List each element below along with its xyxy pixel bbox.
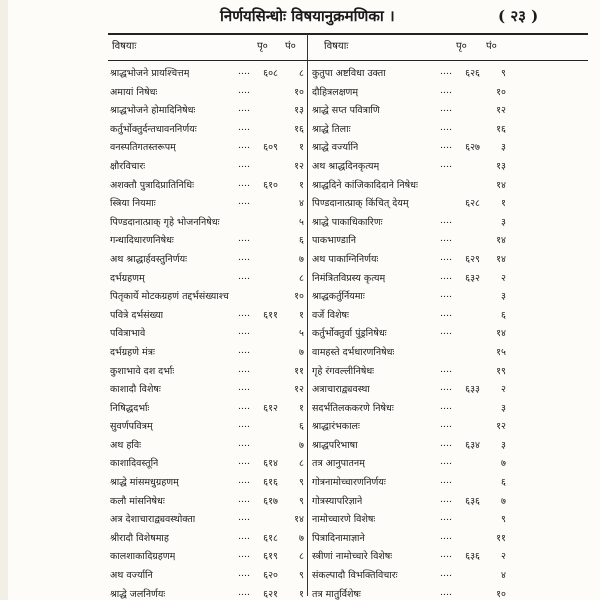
leader-dots: ....	[238, 103, 251, 115]
entry-text: पिण्डदानात्प्राक् किंचित् देयम्	[312, 198, 409, 210]
leader-dots: ....	[238, 419, 251, 431]
index-entry	[312, 417, 508, 436]
entry-line: १०	[294, 86, 304, 98]
entry-text: श्राद्धपरिभाषा	[312, 439, 358, 451]
index-entry	[110, 120, 306, 139]
entry-text: निषिद्धदर्भाः	[110, 402, 150, 414]
entry-line: ८	[299, 272, 304, 284]
entry-page: ६११	[263, 309, 278, 321]
leader-dots: ....	[440, 121, 453, 133]
index-entry	[312, 343, 508, 362]
leader-dots: ....	[238, 326, 251, 338]
entry-text: कर्तुर्भोक्तुर्वा पुंड्रनिषेधः	[312, 328, 387, 340]
entry-text: अशक्तौ पुत्रादिप्रातिनिधिः	[110, 179, 195, 191]
entry-text: काशादिवस्तूनि	[110, 458, 159, 470]
entry-line: १४	[496, 179, 506, 191]
entry-page: ६३६	[465, 551, 480, 563]
leader-dots: ....	[238, 121, 251, 133]
entry-line: ८	[299, 551, 304, 563]
index-entry	[312, 324, 508, 343]
entry-line: १४	[496, 235, 506, 247]
entry-page: ६१८	[263, 532, 278, 544]
entry-text: सदर्भतिलककरणे निषेधः	[312, 402, 394, 414]
index-entry	[312, 510, 508, 529]
index-entry	[110, 250, 306, 269]
entry-text: तत्र मातुर्विशेषः	[312, 588, 361, 600]
entry-line: ६	[299, 235, 304, 247]
entry-line: ९	[299, 570, 304, 582]
index-entry	[110, 157, 306, 176]
leader-dots: ....	[440, 400, 453, 412]
leader-dots: ....	[440, 251, 453, 263]
leader-dots: ....	[238, 251, 251, 263]
right-subject-heading: विषयाः	[324, 41, 349, 52]
entry-line: ३	[501, 216, 506, 228]
page-title: निर्णयसिन्धोः विषयानुक्रमणिका ।	[220, 7, 395, 25]
right-page-heading: पृ०	[456, 41, 467, 52]
leader-dots: ....	[238, 475, 251, 487]
entry-page: ६०९	[263, 142, 278, 154]
entry-text: स्त्रिया नियमाः	[110, 198, 156, 210]
entry-text: अथ हविः	[110, 439, 142, 451]
index-entry	[312, 231, 508, 250]
leader-dots: ....	[238, 196, 251, 208]
entry-text: गृहे रंगवल्लीनिषेधः	[312, 365, 375, 377]
index-entry	[110, 269, 306, 288]
index-entry	[312, 138, 508, 157]
entry-line: ५	[299, 216, 304, 228]
leader-dots: ....	[238, 363, 251, 375]
entry-page: ६१९	[263, 551, 278, 563]
index-entry	[110, 176, 306, 195]
index-entry	[312, 399, 508, 418]
entry-text: गोत्रस्यापरिज्ञाने	[312, 495, 363, 507]
entry-text: पाकभाण्डानि	[312, 235, 357, 247]
entry-page: ६२७	[465, 142, 480, 154]
entry-page: ६३२	[465, 272, 480, 284]
index-entry	[110, 454, 306, 473]
entry-text: कालशाकादिग्रहणम्	[110, 551, 176, 563]
index-entry	[312, 306, 508, 325]
leader-dots: ....	[440, 586, 453, 598]
index-entry	[110, 287, 306, 306]
index-entry	[312, 380, 508, 399]
entry-line: ४	[501, 570, 506, 582]
index-entry	[312, 566, 508, 585]
entry-line: १०	[294, 291, 304, 303]
index-entry	[312, 473, 508, 492]
leader-dots: ....	[238, 586, 251, 598]
index-entry	[110, 231, 306, 250]
entry-page: ६२६	[465, 68, 480, 79]
index-entry	[110, 101, 306, 120]
entry-line: १२	[496, 421, 506, 433]
entry-text: श्राद्धारंभकालः	[312, 421, 360, 433]
entry-line: १२	[294, 160, 304, 172]
entry-line: १२	[294, 384, 304, 396]
index-entry	[110, 585, 306, 603]
index-entry	[312, 492, 508, 511]
index-entry	[110, 64, 306, 83]
index-entry	[110, 324, 306, 343]
leader-dots: ....	[238, 493, 251, 505]
left-index-column	[110, 64, 306, 603]
entry-text: पिण्डदानात्प्राक् गृहे भोजननिषेधः	[110, 216, 220, 228]
entry-text: दौहित्रलक्षणम्	[312, 86, 359, 98]
index-entry	[110, 399, 306, 418]
leader-dots: ....	[238, 270, 251, 282]
entry-line: १३	[294, 105, 304, 117]
entry-line: १२	[496, 105, 506, 117]
entry-line: १४	[294, 514, 304, 526]
entry-line: २	[501, 551, 506, 563]
column-divider	[307, 34, 308, 596]
leader-dots: ....	[238, 344, 251, 356]
leader-dots: ....	[238, 400, 251, 412]
entry-text: दर्भग्रहणम्	[110, 272, 145, 284]
leader-dots: ....	[238, 233, 251, 245]
left-subject-heading: विषयाः	[112, 41, 137, 52]
entry-line: ६	[501, 477, 506, 489]
entry-line: ११	[496, 532, 506, 544]
entry-line: ५	[299, 328, 304, 340]
leader-dots: ....	[440, 568, 453, 580]
index-entry	[312, 83, 508, 102]
entry-line: ७	[299, 253, 304, 265]
entry-page: ६२८	[465, 198, 480, 210]
entry-line: ८	[299, 458, 304, 470]
entry-page: ६१०	[263, 179, 278, 191]
leader-dots: ....	[238, 568, 251, 580]
entry-text: पितृकार्ये मोटकग्रहणं तद्दर्भसंख्याश्च	[110, 291, 229, 303]
index-entry	[110, 417, 306, 436]
entry-line: १५	[496, 346, 506, 358]
entry-text: पित्रादिनामाज्ञाने	[312, 532, 365, 544]
entry-line: ९	[501, 68, 506, 79]
leader-dots: ....	[238, 437, 251, 449]
index-entry	[312, 250, 508, 269]
leader-dots: ....	[238, 456, 251, 468]
leader-dots: ....	[440, 307, 453, 319]
entry-text: पवित्राभावे	[110, 328, 146, 340]
entry-line: १३	[496, 160, 506, 172]
leader-dots: ....	[440, 326, 453, 338]
entry-text: सुवर्णपवित्रम्	[110, 421, 153, 433]
page-binding-edge	[0, 0, 8, 600]
leader-dots: ....	[440, 382, 453, 394]
index-entry	[312, 269, 508, 288]
index-entry	[312, 547, 508, 566]
entry-text: श्राद्धे जलनिर्णयः	[110, 588, 166, 600]
leader-dots: ....	[440, 66, 453, 77]
entry-page: ६३३	[465, 384, 480, 396]
entry-text: कुतुपा अष्टविधा उक्ता	[312, 68, 386, 79]
entry-text: अथ वर्ज्यानि	[110, 570, 153, 582]
entry-line: ७	[501, 495, 506, 507]
column-header-rule	[108, 60, 588, 61]
entry-line: ७	[299, 532, 304, 544]
entry-line: १	[299, 142, 304, 154]
index-entry	[110, 83, 306, 102]
entry-text: तत्र आनुपातनम्	[312, 458, 365, 470]
entry-text: कर्तुर्भोक्तुर्दन्तधावननिर्णयः	[110, 123, 197, 135]
entry-text: श्राद्धदिने कांजिकादिदाने निषेधः	[312, 179, 418, 191]
entry-line: ९	[299, 477, 304, 489]
entry-line: ७	[501, 458, 506, 470]
entry-line: ३	[501, 291, 506, 303]
entry-line: १	[299, 588, 304, 600]
entry-page: ६३६	[465, 495, 480, 507]
entry-text: श्राद्धे सप्त पवित्राणि	[312, 105, 380, 117]
entry-line: १०	[496, 588, 506, 600]
entry-line: ३	[501, 142, 506, 154]
entry-page: ६२१	[263, 588, 278, 600]
index-entry	[312, 213, 508, 232]
leader-dots: ....	[440, 456, 453, 468]
left-page-heading: पृ०	[257, 41, 268, 52]
entry-text: पवित्रे दर्भसंख्या	[110, 309, 164, 321]
entry-text: श्राद्धभोजने होमादिनिषेधः	[110, 105, 196, 117]
index-entry	[312, 64, 508, 83]
entry-line: २	[501, 384, 506, 396]
index-entry	[110, 213, 306, 232]
entry-page: ६१४	[263, 458, 278, 470]
entry-line: १४	[496, 253, 506, 265]
index-entry	[110, 529, 306, 548]
entry-text: क्षौरविचारः	[110, 160, 146, 172]
index-entry	[110, 547, 306, 566]
entry-line: ४	[299, 198, 304, 210]
right-index-column	[312, 64, 508, 603]
leader-dots: ....	[440, 530, 453, 542]
index-entry	[312, 120, 508, 139]
entry-text: गन्धादिधारणनिषेधः	[110, 235, 174, 247]
leader-dots: ....	[440, 549, 453, 561]
leader-dots: ....	[238, 84, 251, 96]
leader-dots: ....	[238, 66, 251, 77]
leader-dots: ....	[440, 512, 453, 524]
index-entry	[312, 585, 508, 603]
entry-text: श्राद्धभोजने प्रायश्चित्तम्	[110, 68, 190, 79]
entry-line: ६	[501, 309, 506, 321]
leader-dots: ....	[440, 493, 453, 505]
leader-dots: ....	[440, 140, 453, 152]
index-entry	[110, 380, 306, 399]
entry-text: काशादौ विशेषः	[110, 384, 161, 396]
header-rule	[108, 33, 588, 35]
right-line-heading: पं०	[486, 41, 497, 52]
entry-line: १९	[496, 365, 506, 377]
index-entry	[110, 362, 306, 381]
entry-page: ६१७	[263, 495, 278, 507]
entry-text: अमायां निषेधः	[110, 86, 158, 98]
entry-text: अथ श्राद्धदिनकृत्यम्	[312, 160, 380, 172]
entry-text: श्राद्धे मांसमधुग्रहणम्	[110, 477, 179, 489]
leader-dots: ....	[440, 84, 453, 96]
index-entry	[312, 101, 508, 120]
entry-line: ३	[501, 439, 506, 451]
entry-text: निमंत्रितविप्रस्य कृत्यम्	[312, 272, 386, 284]
index-entry	[312, 436, 508, 455]
index-entry	[110, 492, 306, 511]
leader-dots: ....	[440, 103, 453, 115]
entry-line: १	[299, 179, 304, 191]
entry-text: श्राद्धे वर्ज्यानि	[312, 142, 359, 154]
entry-text: गोत्रनामोच्चारणनिर्णयः	[312, 477, 386, 489]
leader-dots: ....	[440, 289, 453, 301]
index-entry	[110, 343, 306, 362]
entry-text: श्राद्धे तिलाः	[312, 123, 351, 135]
entry-page: ६२९	[465, 253, 480, 265]
entry-text: दर्भग्रहणे मंत्रः	[110, 346, 155, 358]
leader-dots: ....	[440, 233, 453, 245]
leader-dots: ....	[440, 214, 453, 226]
entry-line: १६	[294, 123, 304, 135]
entry-text: अत्राचाराद्व्यवस्था	[312, 384, 370, 396]
entry-text: वर्जे विशेषः	[312, 309, 349, 321]
entry-text: वनस्पतिगतस्तरूपम्	[110, 142, 176, 154]
index-entry	[110, 510, 306, 529]
index-entry	[110, 138, 306, 157]
entry-line: १०	[496, 86, 506, 98]
entry-line: १	[501, 198, 506, 210]
entry-line: ७	[299, 346, 304, 358]
entry-line: ८	[299, 68, 304, 79]
entry-text: नामोच्चारणे विशेषः	[312, 514, 376, 526]
entry-line: ३	[501, 402, 506, 414]
entry-line: १४	[496, 328, 506, 340]
leader-dots: ....	[238, 307, 251, 319]
leader-dots: ....	[440, 270, 453, 282]
index-entry	[110, 473, 306, 492]
leader-dots: ....	[440, 419, 453, 431]
entry-text: कुशाभावे दश दर्भाः	[110, 365, 175, 377]
index-entry	[312, 362, 508, 381]
leader-dots: ....	[238, 530, 251, 542]
index-entry	[312, 287, 508, 306]
entry-line: १	[299, 309, 304, 321]
entry-text: श्रीरादौ विशेषमाह	[110, 532, 169, 544]
entry-page: ६१६	[263, 477, 278, 489]
entry-line: २	[501, 272, 506, 284]
leader-dots: ....	[440, 363, 453, 375]
entry-text: अथ पाकाग्निनिर्णयः	[312, 253, 379, 265]
entry-text: श्राद्धे पाकाधिकारिणः	[312, 216, 383, 228]
index-entry	[110, 194, 306, 213]
leader-dots: ....	[238, 382, 251, 394]
leader-dots: ....	[440, 475, 453, 487]
entry-text: स्त्रीणां नामोच्चारे विशेषः	[312, 551, 393, 563]
leader-dots: ....	[440, 437, 453, 449]
left-line-heading: पं०	[285, 41, 296, 52]
entry-page: ६०८	[263, 68, 278, 79]
entry-page: ६३४	[465, 439, 480, 451]
index-entry	[312, 194, 508, 213]
entry-text: वामहस्ते दर्भधारणनिषेधः	[312, 346, 395, 358]
index-entry	[312, 157, 508, 176]
entry-text: अत्र देशाचाराद्व्यवस्थोक्ता	[110, 514, 196, 526]
leader-dots: ....	[238, 549, 251, 561]
entry-line: ६	[299, 421, 304, 433]
entry-line: ७	[299, 439, 304, 451]
index-entry	[312, 529, 508, 548]
entry-line: ९	[501, 514, 506, 526]
entry-text: अथ श्राद्धार्हवस्तुनिर्णयः	[110, 253, 188, 265]
entry-line: १	[299, 402, 304, 414]
index-entry	[110, 306, 306, 325]
index-entry	[312, 454, 508, 473]
page-number: ( २३ )	[498, 7, 539, 25]
page-header	[0, 4, 600, 30]
entry-text: कलौ मांसनिषेधः	[110, 495, 165, 507]
leader-dots: ....	[238, 140, 251, 152]
entry-text: श्राद्धकर्तुर्नियमाः	[312, 291, 365, 303]
entry-page: ६२०	[263, 570, 278, 582]
index-entry	[312, 176, 508, 195]
index-entry	[110, 436, 306, 455]
entry-page: ६१२	[263, 402, 278, 414]
leader-dots: ....	[440, 158, 453, 170]
entry-line: १६	[496, 123, 506, 135]
entry-text: संकल्पादौ विभक्तिविचारः	[312, 570, 398, 582]
leader-dots: ....	[238, 158, 251, 170]
leader-dots: ....	[238, 177, 251, 189]
leader-dots: ....	[238, 512, 251, 524]
index-entry	[110, 566, 306, 585]
entry-line: ९	[299, 495, 304, 507]
entry-line: ११	[294, 365, 304, 377]
